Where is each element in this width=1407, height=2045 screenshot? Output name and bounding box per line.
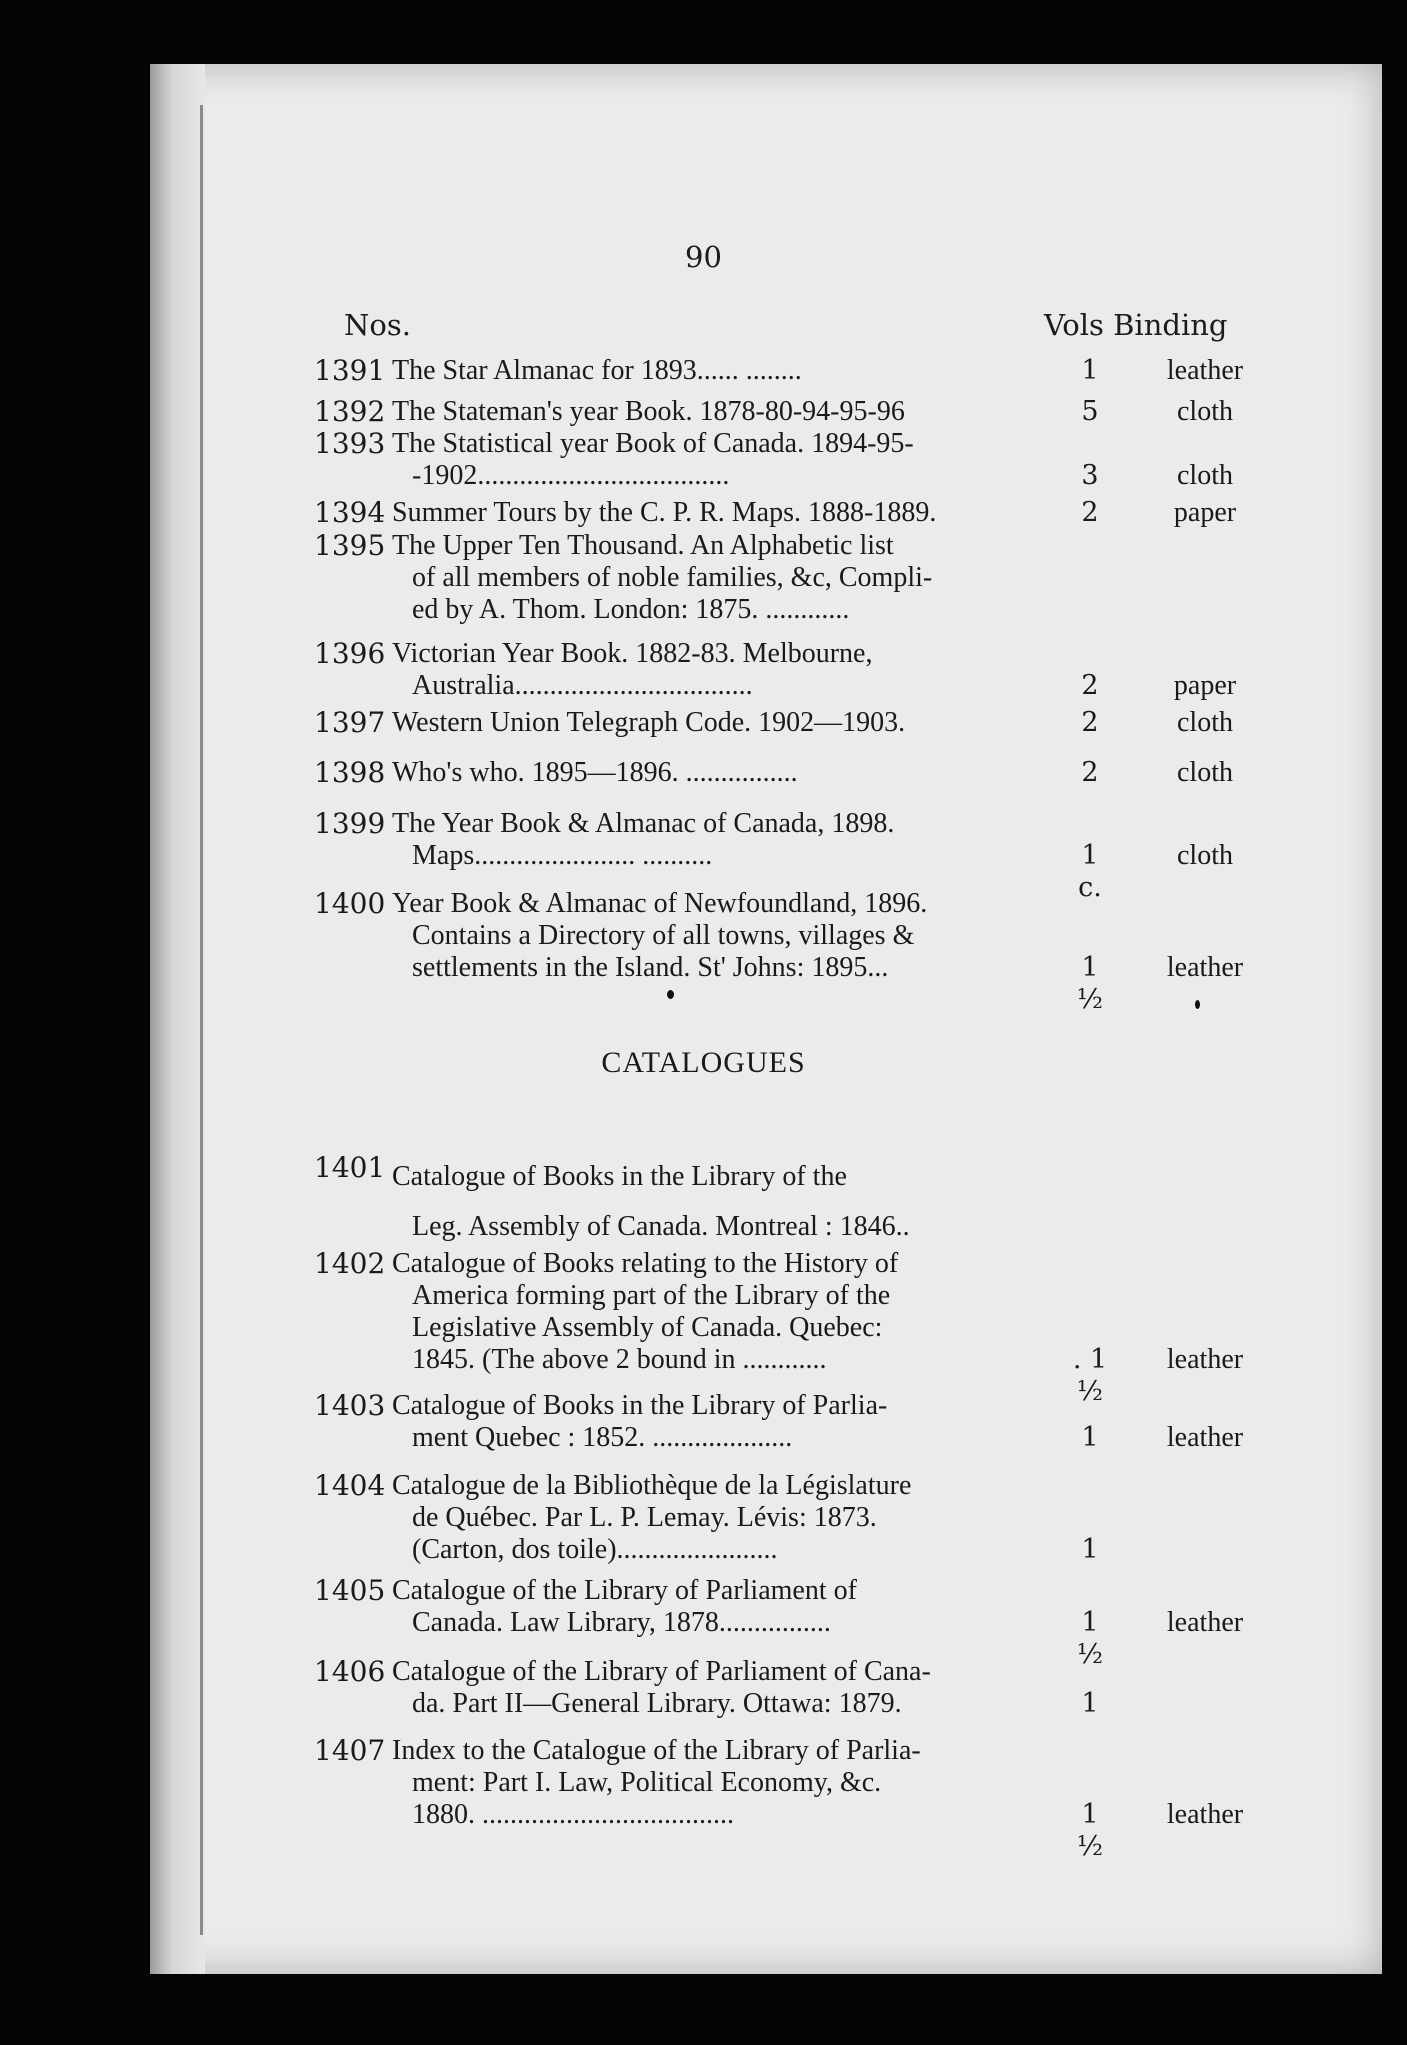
entry-title-line: Catalogue of Books relating to the History of: [392, 1248, 899, 1279]
entry-title-line: The Year Book & Almanac of Canada, 1898.: [392, 808, 895, 839]
ink-speck: [1195, 1000, 1200, 1009]
header-nos: Nos.: [344, 308, 411, 342]
entry-title: [392, 428, 1036, 492]
entry-title-line: Western Union Telegraph Code. 1902—1903.: [392, 707, 906, 738]
entry-title: [392, 638, 1036, 702]
entry-number: 1393: [314, 427, 386, 460]
entry-title: [392, 1575, 1036, 1639]
entry-number: 1394: [314, 496, 386, 529]
entry-title-line: The Star Almanac for 1893...... ........: [392, 355, 802, 386]
entry-vols: 1 ½: [1076, 1607, 1104, 1670]
entry-binding: paper: [1173, 497, 1237, 528]
entry-title: [392, 396, 1036, 428]
entry-number: 1396: [314, 637, 386, 670]
entry-number: 1402: [314, 1247, 386, 1280]
entry-vols: . 1 ½: [1072, 1344, 1108, 1407]
entry-vols: 1 c.: [1078, 840, 1102, 903]
entry-vols: 1: [1081, 1422, 1099, 1453]
entry-number: 1395: [314, 529, 386, 562]
page-number: 90: [685, 240, 722, 274]
entry-title-line: Leg. Assembly of Canada. Montreal : 1846..: [412, 1211, 910, 1242]
entry-title: [392, 707, 1036, 739]
entry-number: 1403: [314, 1389, 386, 1422]
ink-speck: [667, 990, 674, 999]
entry-title: [392, 888, 1036, 984]
entry-number: 1401: [314, 1151, 386, 1184]
entry-number: 1399: [314, 807, 386, 840]
entry-number: 1405: [314, 1574, 386, 1607]
entry-title: [392, 355, 1036, 387]
entry-title-line: The Upper Ten Thousand. An Alphabetic list: [392, 530, 894, 561]
entry-title-line: Canada. Law Library, 1878................: [412, 1607, 831, 1638]
entry-title: [392, 1470, 1036, 1566]
entry-title: [392, 757, 1036, 789]
entry-number: 1398: [314, 756, 386, 789]
entry-title-line: -1902....................................: [412, 460, 730, 491]
entry-title-line: America forming part of the Library of the: [412, 1280, 891, 1311]
entry-title: [392, 1248, 1036, 1376]
entry-title-line: 1845. (The above 2 bound in ............: [412, 1344, 827, 1375]
entry-title-line: Maps....................... ..........: [412, 840, 713, 871]
entry-binding: leather: [1166, 1422, 1244, 1453]
entry-title: [392, 808, 1036, 872]
entry-title-line: ment Quebec : 1852. ....................: [412, 1422, 793, 1453]
entry-title: [392, 1735, 1036, 1831]
page-binding-edge: [150, 64, 205, 1974]
entry-binding: leather: [1166, 1799, 1244, 1830]
entry-binding: paper: [1173, 670, 1237, 701]
entry-vols: 2: [1081, 707, 1099, 738]
entry-title-line: The Statistical year Book of Canada. 1894-95-: [392, 428, 914, 459]
entry-title-line: Catalogue of Books in the Library of the: [392, 1161, 847, 1192]
entry-vols: 1 ½: [1076, 1799, 1104, 1862]
header-vols-binding: Vols Binding: [1044, 308, 1228, 342]
entry-title-line: Catalogue of Books in the Library of Parlia-: [392, 1390, 888, 1421]
section-title-catalogues: CATALOGUES: [601, 1046, 806, 1079]
entry-title: [392, 497, 1036, 529]
entry-vols: 2: [1081, 670, 1099, 701]
entry-title-line: Catalogue de la Bibliothèque de la Législature: [392, 1470, 912, 1501]
entry-title: [392, 1656, 1036, 1720]
entry-title-line: da. Part II—General Library. Ottawa: 1879.: [412, 1688, 902, 1719]
entry-binding: cloth: [1177, 707, 1233, 738]
entry-number: 1400: [314, 887, 386, 920]
entry-title-line: Year Book & Almanac of Newfoundland, 1896.: [392, 888, 928, 919]
entry-title-line: Summer Tours by the C. P. R. Maps. 1888-1889.: [392, 497, 937, 528]
entry-vols: 1: [1081, 1534, 1099, 1565]
entry-title-line: settlements in the Island. St' Johns: 1895...: [412, 952, 889, 983]
entry-number: 1392: [314, 395, 386, 428]
entry-binding: leather: [1166, 355, 1244, 386]
entry-number: 1397: [314, 706, 386, 739]
entry-title-line: Australia..................................: [412, 670, 753, 701]
entry-binding: leather: [1166, 1607, 1244, 1638]
entry-title-line: 1880. ....................................: [412, 1799, 734, 1830]
entry-title-line: de Québec. Par L. P. Lemay. Lévis: 1873.: [412, 1502, 877, 1533]
entry-number: 1391: [314, 354, 386, 387]
entry-title-line: ed by A. Thom. London: 1875. ............: [412, 594, 850, 625]
entry-title-line: Catalogue of the Library of Parliament of: [392, 1575, 857, 1606]
entry-vols: 1: [1081, 1688, 1099, 1719]
entry-title-line: Contains a Directory of all towns, villages &: [412, 920, 915, 951]
entry-binding: cloth: [1177, 757, 1233, 788]
entry-vols: 1: [1081, 355, 1099, 386]
entry-title-line: (Carton, dos toile).......................: [412, 1534, 778, 1565]
entry-vols: 2: [1081, 497, 1099, 528]
entry-number: 1407: [314, 1734, 386, 1767]
entry-binding: leather: [1166, 952, 1244, 983]
entry-title-line: Victorian Year Book. 1882-83. Melbourne,: [392, 638, 873, 669]
entry-title-line: The Stateman's year Book. 1878-80-94-95-96: [392, 396, 905, 427]
entry-title-line: Catalogue of the Library of Parliament of Cana-: [392, 1656, 931, 1687]
entry-number: 1406: [314, 1655, 386, 1688]
entry-binding: leather: [1166, 1344, 1244, 1375]
entry-title-line: Legislative Assembly of Canada. Quebec:: [412, 1312, 883, 1343]
entry-title: [392, 1152, 1036, 1252]
entry-title-line: ment: Part I. Law, Political Economy, &c.: [412, 1767, 882, 1798]
entry-vols: 5: [1081, 396, 1099, 427]
entry-title-line: Who's who. 1895—1896. ................: [392, 757, 798, 788]
entry-title-line: Index to the Catalogue of the Library of Parlia-: [392, 1735, 921, 1766]
entry-title: [392, 1390, 1036, 1454]
entry-title-line: of all members of noble families, &c, Compli-: [412, 562, 933, 593]
entry-binding: cloth: [1177, 460, 1233, 491]
entry-vols: 3: [1081, 460, 1099, 491]
entry-binding: cloth: [1177, 396, 1233, 427]
entry-vols: 2: [1081, 757, 1099, 788]
entry-vols: 1 ½: [1076, 952, 1104, 1015]
entry-number: 1404: [314, 1469, 386, 1502]
entry-title: [392, 530, 1036, 626]
binding-shadow-line: [200, 105, 203, 1935]
entry-binding: cloth: [1177, 840, 1233, 871]
